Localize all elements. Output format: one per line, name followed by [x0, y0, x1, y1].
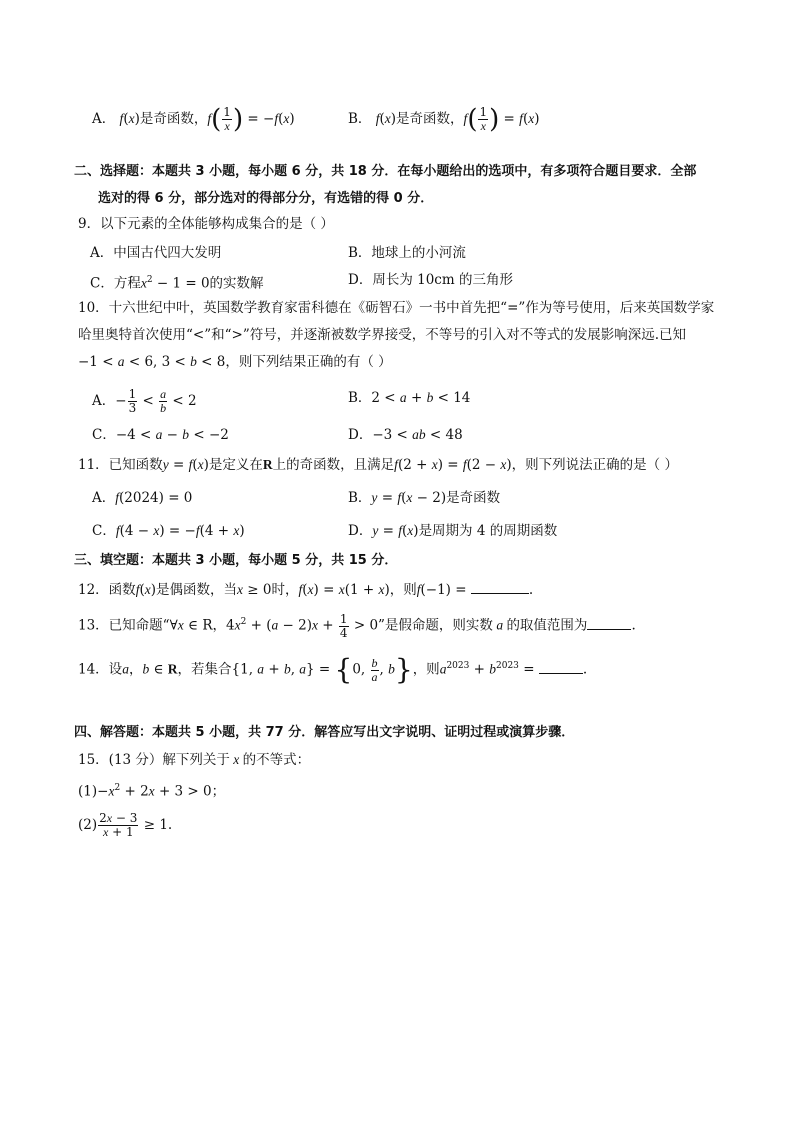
- fraction-1-over-x: $\frac{1}{x}$: [479, 105, 488, 133]
- q10-option-c: C．−4 < a − b < −2: [92, 427, 229, 443]
- q10-stem-line1: 10．十六世纪中叶，英国数学教育家雷科德在《砺智石》一书中首先把“=”作为等号使用，后来英国数学家: [78, 300, 715, 316]
- section-2-heading-cont: 选对的得 6 分，部分选对的得部分分，有选错的得 0 分．: [98, 191, 434, 206]
- q10-option-a: A．− $\frac{1}{3}$ < $\frac{a}{b}$ < 2: [92, 387, 197, 415]
- q15-stem: 15．(13 分）解下列关于 x 的不等式：: [78, 752, 311, 768]
- fraction-1-over-4: $\frac{1}{4}$: [339, 611, 348, 640]
- section-3-heading: 三、填空题：本题共 3 小题，每小题 5 分，共 15 分．: [74, 553, 398, 568]
- fraction-1-over-3: $\frac{1}{3}$: [128, 387, 137, 415]
- section-2-heading: 二、选择题：本题共 3 小题，每小题 6 分，共 18 分．在每小题给出的选项中，有多项符合题目要求．全部: [74, 164, 697, 179]
- q12-stem: 12．函数f(x)是偶函数，当x ≥ 0时，f(x) = x(1 + x)，则f(−1) = .: [78, 582, 534, 598]
- fraction-2x-3-over-x-1: $\frac{2x - 3}{x + 1}$: [99, 811, 138, 839]
- fraction-b-over-a: $\frac{b}{a}$: [371, 655, 378, 684]
- answer-blank[interactable]: [587, 616, 631, 630]
- answer-blank[interactable]: [471, 580, 529, 594]
- q10-option-d: D．−3 < ab < 48: [348, 427, 463, 443]
- q11-option-b: B．y = f(x − 2)是奇函数: [348, 490, 501, 506]
- q9-option-a: A．中国古代四大发明: [90, 245, 222, 261]
- answer-blank[interactable]: [539, 660, 583, 674]
- fraction-1-over-x: $\frac{1}{x}$: [223, 105, 231, 133]
- q13-stem: 13．已知命题“∀x ∈ R，$4x^2 + (a - 2)x$ + $\frac{1}{4}$ > 0”是假命题，则实数 a 的取值范围为 .: [78, 611, 636, 640]
- q11-option-a: A．f(2024) = 0: [92, 490, 193, 506]
- fraction-a-over-b: $\frac{a}{b}$: [160, 387, 167, 415]
- q9-option-c: C．方程$x^2 - 1 = 0$的实数解: [90, 275, 264, 292]
- q15-part-1: $(1)-x^2 + 2x + 3 > 0$；: [78, 783, 226, 800]
- q8-option-a: A． f(x)是奇函数，f( $\frac{1}{x}$ ) = −f(x): [92, 104, 295, 135]
- q10-option-b: B．2 < a + b < 14: [348, 390, 471, 406]
- q9-option-b: B．地球上的小河流: [348, 245, 466, 261]
- q15-part-2: (2) $\frac{2x - 3}{x + 1}$ ≥ 1.: [78, 811, 173, 839]
- q14-stem: 14．设a，b ∈ R，若集合{1, a + b, a} = {0, $\frac{b}{a}$ , b}，则$a^{2023} + b^{2023}$ = .: [78, 653, 588, 686]
- q9-stem: 9．以下元素的全体能够构成集合的是（ ）: [78, 216, 334, 232]
- q10-stem-line2: 哈里奥特首次使用“<”和“>”符号，并逐渐被数学界接受，不等号的引入对不等式的发展影响深远.已知: [78, 327, 687, 343]
- q11-stem: 11．已知函数y = f(x)是定义在R上的奇函数，且满足f(2 + x) = f(2 − x)，则下列说法正确的是（ ）: [78, 457, 678, 473]
- q8-option-b: B． f(x)是奇函数，f( $\frac{1}{x}$ ) = f(x): [348, 104, 540, 135]
- q10-stem-line3: −1 < a < 6, 3 < b < 8，则下列结果正确的有（ ）: [78, 354, 392, 370]
- section-4-heading: 四、解答题：本题共 5 小题，共 77 分．解答应写出文字说明、证明过程或演算步骤．: [74, 725, 575, 740]
- q11-option-c: C．f(4 − x) = −f(4 + x): [92, 523, 245, 539]
- q9-option-d: D．周长为 10cm 的三角形: [348, 272, 513, 288]
- q11-option-d: D．y = f(x)是周期为 4 的周期函数: [348, 523, 558, 539]
